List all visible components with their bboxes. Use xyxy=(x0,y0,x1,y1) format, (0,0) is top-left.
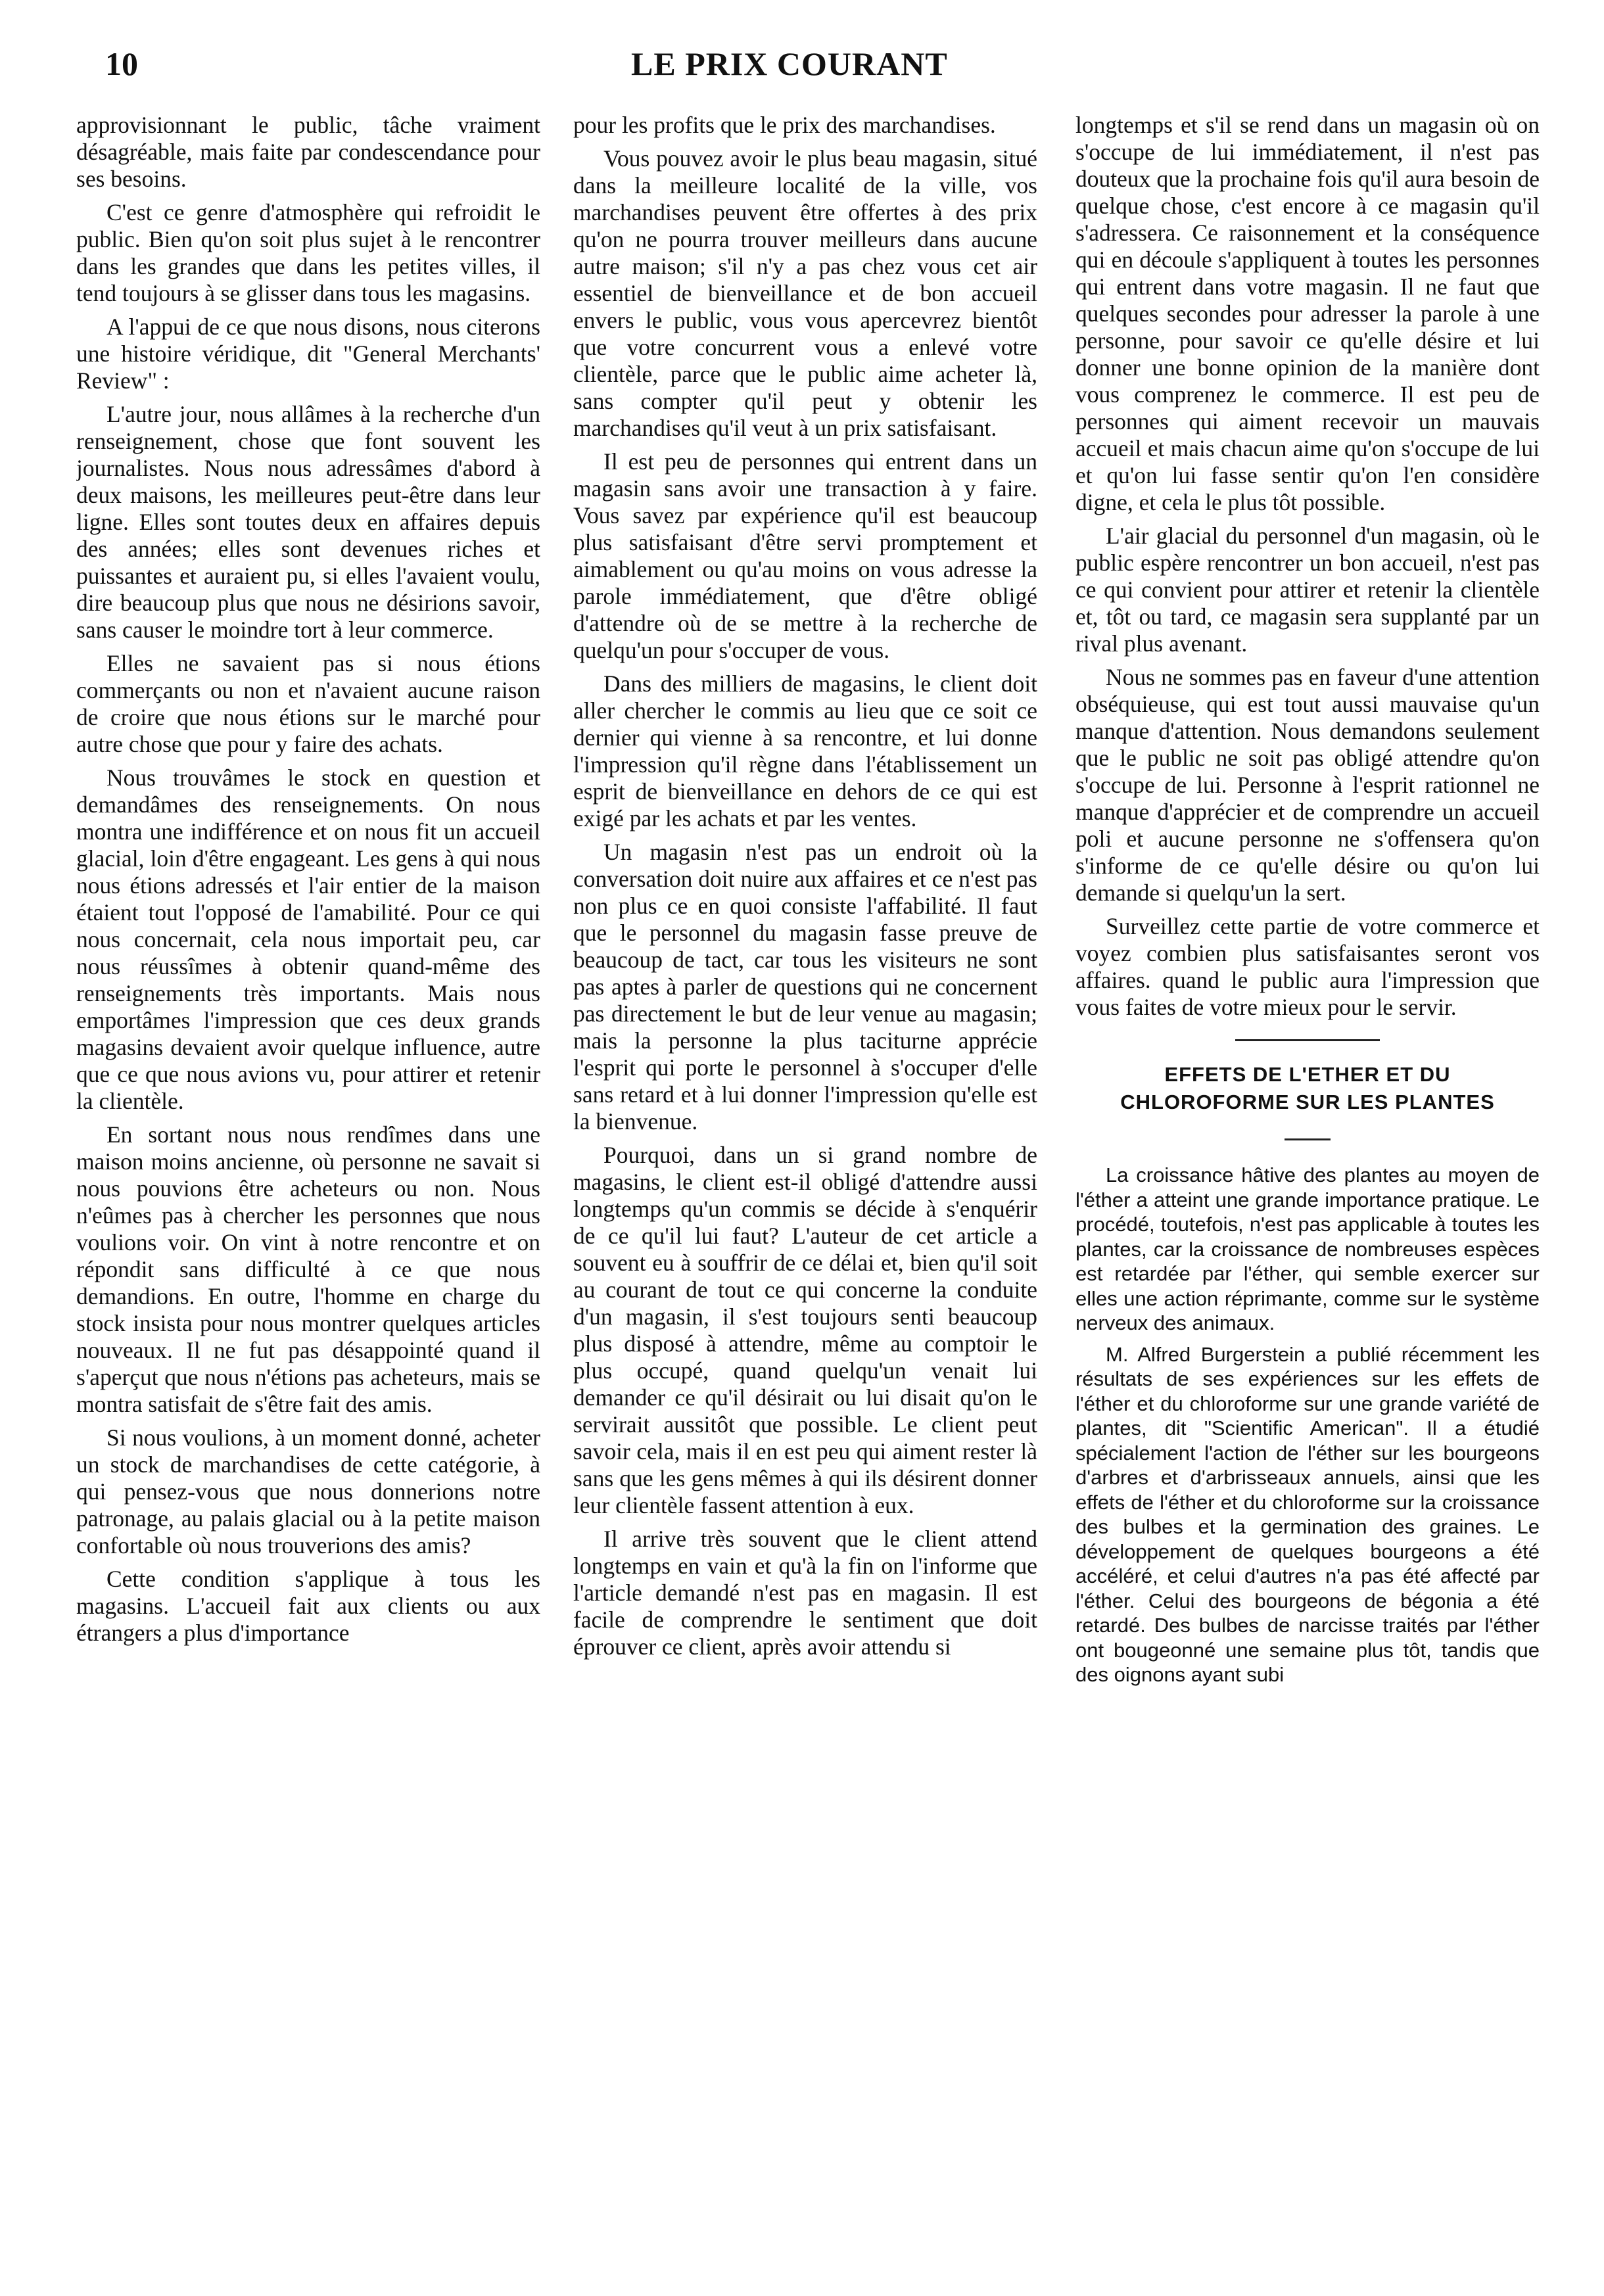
paragraph: Nous ne sommes pas en faveur d'une attention obséquieuse, qui est tout aussi mauvaise qu'un manque d'attention. Nous demandons seulement que le public ne soit pas obligé attendre qu'on s'occupe de lui. Personne à l'esprit rationnel ne manque d'apprécier et de comprendre un accueil poli et aucune personne ne s'offensera qu'on s'informe de ce qu'elle désire ou qu'on lui demande si quelqu'un la sert. xyxy=(1075,664,1540,906)
paragraph: Surveillez cette partie de votre commerce et voyez combien plus satisfaisantes seront vos affaires. quand le public aura l'impression que vous faites de votre mieux pour le servir. xyxy=(1075,913,1540,1020)
paragraph: Dans des milliers de magasins, le client doit aller chercher le commis au lieu que ce soit ce dernier qui vienne à sa rencontre, et lui donne l'impression qu'il règne dans l'établissement un esprit de bienveillance en dehors de ce qui est exigé par les achats et par les ventes. xyxy=(573,670,1037,832)
article-paragraph: La croissance hâtive des plantes au moyen de l'éther a atteint une grande importance pratique. Le procédé, toutefois, n'est pas applicable à toutes les plantes, car la croissance de nombreuses espèces est retardée par l'éther, qui semble exercer sur elles une action réprimante, comme sur le système nerveux des animaux. xyxy=(1075,1163,1540,1334)
paragraph: Un magasin n'est pas un endroit où la conversation doit nuire aux affaires et ce n'est pas non plus ce en quoi consiste l'affabilité. Il faut que le personnel du magasin fasse preuve de beaucoup de tact, car tous les visiteurs ne sont pas aptes à parler de questions qui ne concernent pas directement le but de leur venue au magasin; mais la personne la plus taciturne apprécie l'esprit qui porte le personnel à s'occuper d'elle sans retard et à lui donner l'impression qu'elle est la bienvenue. xyxy=(573,839,1037,1135)
paragraph: Elles ne savaient pas si nous étions commerçants ou non et n'avaient aucune raison de croire que nous étions sur le marché pour autre chose que pour y faire des achats. xyxy=(76,650,540,757)
paragraph: Il est peu de personnes qui entrent dans un magasin sans avoir une transaction à y faire. Vous savez par expérience qu'il est beaucoup plus satisfaisant d'être servi promptement et aimablement ou qu'au moins on vous adresse la parole immédiatement, que d'être obligé d'attendre où de se mettre à la recherche de quelqu'un pour s'occuper de vous. xyxy=(573,448,1037,663)
paragraph: Pourquoi, dans un si grand nombre de magasins, le client est-il obligé d'attendre aussi longtemps qu'un commis se décide à s'enquérir de ce qu'il lui faut? L'auteur de cet article a souvent eu à souffrir de ce délai et, bien qu'il soit au courant de tout ce qui concerne la conduite d'un magasin, il s'est toujours senti beaucoup plus disposé à attendre, même au comptoir le plus occupé, quand quelqu'un venait lui demander ce qu'il désirait ou lui disait qu'on le servirait aussitôt que possible. Le client peut savoir cela, mais il en est peu qui aiment rester là sans que les gens mêmes à qui ils désirent donner leur clientèle fassent attention à eux. xyxy=(573,1142,1037,1518)
paragraph: Il arrive très souvent que le client attend longtemps en vain et qu'à la fin on l'informe que l'article demandé n'est pas en magasin. Il est facile de comprendre le sentiment que doit éprouver ce client, après avoir attendu si xyxy=(573,1526,1037,1660)
article-ether-chloroforme xyxy=(1075,1061,1540,1687)
paragraph: L'autre jour, nous allâmes à la recherche d'un renseignement, chose que font souvent les journalistes. Nous nous adressâmes d'abord à deux maisons, les meilleures peut-être dans leur ligne. Elles sont toutes deux en affaires depuis des années; elles sont devenues riches et puissantes et auraient pu, si elles l'avaient voulu, dire beaucoup plus que nous ne désirions savoir, sans causer le moindre tort à leur commerce. xyxy=(76,401,540,643)
paragraph: Vous pouvez avoir le plus beau magasin, situé dans la meilleure localité de la ville, vos marchandises peuvent être offertes à des prix qu'on ne pourra trouver meilleurs dans aucune autre maison; s'il n'y a pas chez vous cet air essentiel de bienveillance et de bon accueil envers le public, vous vous apercevrez bientôt que votre concurrent vous a enlevé votre clientèle, parce que le public aime acheter là, sans compter qu'il peut y obtenir les marchandises qu'il veut à un prix satisfaisant. xyxy=(573,145,1037,441)
paragraph: L'air glacial du personnel d'un magasin, où le public espère rencontrer un bon accueil, n'est pas ce qui convient pour attirer et retenir la clientèle et, tôt ou tard, ce magasin sera supplanté par un rival plus avenant. xyxy=(1075,523,1540,657)
paragraph: longtemps et s'il se rend dans un magasin où on s'occupe de lui immédiatement, il n'est pas douteux que la prochaine fois qu'il aura besoin de quelque chose, c'est encore à ce magasin qu'il s'adressera. Ce raisonnement et la conséquence qui en découle s'appliquent à toutes les personnes qui entrent dans votre magasin. Il ne faut que quelques secondes pour adresser la parole à une personne, pour savoir ce qu'elle désire et lui donner une bonne opinion de la manière dont vous comprenez le commerce. Il est peu de personnes qui aiment recevoir un mauvais accueil et mais chacun aime qu'on s'occupe de lui et qu'on lui fasse sentir qu'on l'en considère digne, et cela le plus tôt possible. xyxy=(1075,112,1540,515)
article-paragraph: M. Alfred Burgerstein a publié récemment les résultats de ses expériences sur les effets de l'éther et du chloroforme sur une grande variété de plantes, dit "Scientific American". Il a étudié spécialement l'action de l'éther sur les bourgeons d'arbres et d'arbrisseaux annuels, ainsi que les effets de l'éther et du chloroforme sur la croissance des bulbes et la germination des graines. Le développement de quelques bourgeons a été accéléré, et celui d'autres n'a pas été affecté par l'éther. Celui des bourgeons de bégonia a été retardé. Des bulbes de narcisse traités par l'éther ont bougeonné une semaine plus tôt, tandis que des oignons ayant subi xyxy=(1075,1342,1540,1686)
paragraph: En sortant nous nous rendîmes dans une maison moins ancienne, où personne ne savait si nous pouvions être acheteurs ou non. Nous n'eûmes pas à chercher les personnes que nous voulions voir. On vint à notre rencontre et on répondit sans difficulté à ce que nous demandions. En outre, l'homme en charge du stock insista pour nous montrer quelques articles nouveaux. Il ne fut pas désappointé quand il s'aperçut que nous n'étions pas acheteurs, mais se montra satisfait de s'être fait des amis. xyxy=(76,1121,540,1417)
paragraph: C'est ce genre d'atmosphère qui refroidit le public. Bien qu'on soit plus sujet à le rencontrer dans les grandes que dans les petites villes, il tend toujours à se glisser dans tous les magasins. xyxy=(76,199,540,306)
article-title: EFFETS DE L'ETHER ET DU CHLOROFORME SUR LES PLANTES xyxy=(1120,1063,1495,1113)
paragraph: Si nous voulions, à un moment donné, acheter un stock de marchandises de cette catégorie, à qui pensez-vous que nous donnerions notre patronage, au palais glacial ou à la petite maison confortable où nous trouverions des amis? xyxy=(76,1424,540,1558)
text-column-2 xyxy=(573,112,1037,2268)
paragraph: pour les profits que le prix des marchandises. xyxy=(573,112,996,138)
text-column-3 xyxy=(1075,112,1540,2268)
paragraph: approvisionnant le public, tâche vraiment désagréable, mais faite par condescendance pour ses besoins. xyxy=(76,112,540,192)
journal-title: LE PRIX COURANT xyxy=(631,45,948,82)
page-number: 10 xyxy=(105,45,138,82)
section-divider xyxy=(1235,1039,1380,1041)
paragraph: Cette condition s'applique à tous les magasins. L'accueil fait aux clients ou aux étrangers a plus d'importance xyxy=(76,1566,540,1646)
title-divider xyxy=(1285,1138,1331,1140)
paragraph: Nous trouvâmes le stock en question et demandâmes des renseignements. On nous montra une indifférence et on nous fit un accueil glacial, loin d'être engageant. Les gens à qui nous nous étions adressés et l'air entier de la maison étaient tout l'opposé de l'amabilité. Pour ce qui nous concernait, cela nous importait peu, car nous réussîmes à obtenir quand-même des renseignements très importants. Mais nous emportâmes l'impression que ces deux grands magasins devaient avoir quelque influence, autre que ce que nous avions vu, pour attirer et retenir la clientèle. xyxy=(76,764,540,1114)
paragraph: A l'appui de ce que nous disons, nous citerons une histoire véridique, dit "General Merchants' Review" : xyxy=(76,314,540,394)
text-column-1 xyxy=(76,112,540,2268)
page-header xyxy=(105,41,1538,87)
